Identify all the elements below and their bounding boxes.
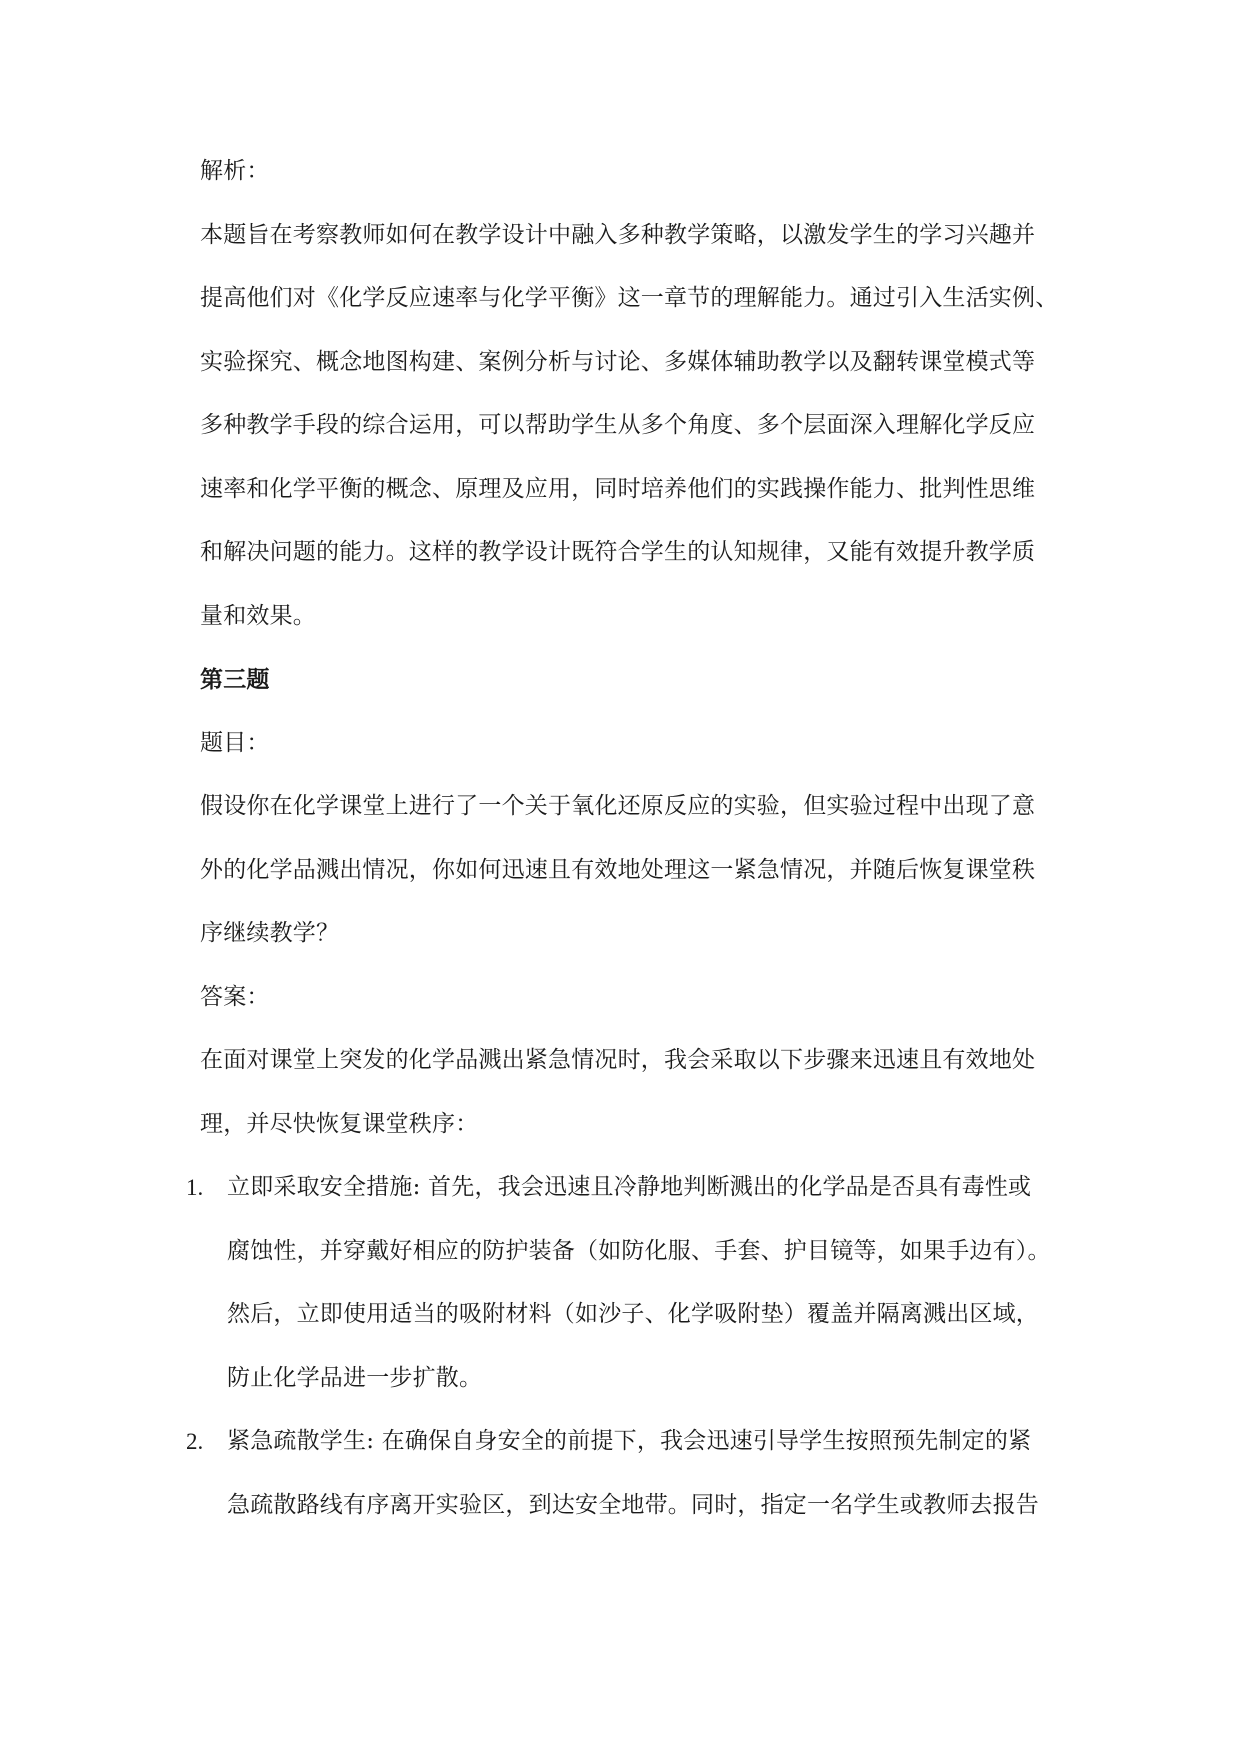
analysis-line: 实验探究、概念地图构建、案例分析与讨论、多媒体辅助教学以及翻转课堂模式等 — [200, 348, 1036, 375]
analysis-line: 量和效果。 — [200, 602, 316, 629]
answer-intro-line: 理，并尽快恢复课堂秩序： — [200, 1110, 479, 1137]
list-item-line: 急疏散路线有序离开实验区，到达安全地带。同时，指定一名学生或教师去报告 — [227, 1491, 1039, 1518]
analysis-line: 多种教学手段的综合运用，可以帮助学生从多个角度、多个层面深入理解化学反应 — [200, 412, 1036, 438]
question-line: 序继续教学？ — [200, 920, 340, 946]
analysis-line: 本题旨在考察教师如何在教学设计中融入多种教学策略，以激发学生的学习兴趣并 — [200, 221, 1036, 248]
analysis-line: 速率和化学平衡的概念、原理及应用，同时培养他们的实践操作能力、批判性思维 — [200, 475, 1036, 502]
question-paragraph — [200, 775, 1090, 966]
document-page — [186, 140, 1090, 1537]
analysis-label: 解析： — [200, 158, 270, 184]
analysis-paragraph — [200, 204, 1090, 649]
question-line: 外的化学品溅出情况，你如何迅速且有效地处理这一紧急情况，并随后恢复课堂秩 — [200, 856, 1036, 883]
list-item-line: 紧急疏散学生: 在确保自身安全的前提下，我会迅速引导学生按照预先制定的紧 — [227, 1428, 1032, 1454]
list-item-number: 1. — [186, 1175, 204, 1200]
list-item-line: 立即采取安全措施: 首先，我会迅速且冷静地判断溅出的化学品是否具有毒性或 — [227, 1174, 1032, 1200]
list-item — [186, 1410, 1090, 1537]
analysis-line: 提高他们对《化学反应速率与化学平衡》这一章节的理解能力。通过引入生活实例、 — [200, 285, 1059, 311]
section-heading: 第三题 — [200, 666, 270, 693]
question-line: 假设你在化学课堂上进行了一个关于氧化还原反应的实验，但实验过程中出现了意 — [200, 793, 1036, 819]
list-item-line: 然后，立即使用适当的吸附材料（如沙子、化学吸附垫）覆盖并隔离溅出区域， — [227, 1301, 1039, 1327]
answer-intro — [200, 1029, 1090, 1156]
list-item-number: 2. — [186, 1429, 204, 1454]
list-item-line: 腐蚀性，并穿戴好相应的防护装备（如防化服、手套、护目镜等，如果手边有）。 — [227, 1237, 1051, 1264]
list-item — [186, 1156, 1090, 1410]
answer-label: 答案： — [200, 983, 270, 1010]
question-label: 题目： — [200, 729, 270, 756]
analysis-line: 和解决问题的能力。这样的教学设计既符合学生的认知规律，又能有效提升教学质 — [200, 539, 1036, 565]
steps-list — [186, 1156, 1090, 1537]
list-item-line: 防止化学品进一步扩散。 — [227, 1364, 483, 1391]
answer-intro-line: 在面对课堂上突发的化学品溅出紧急情况时，我会采取以下步骤来迅速且有效地处 — [200, 1047, 1036, 1073]
